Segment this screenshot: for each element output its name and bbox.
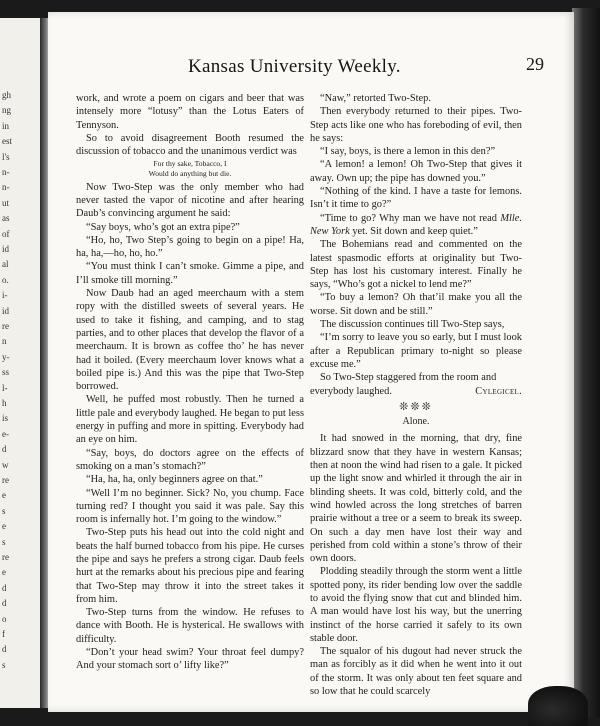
verse-line: For thy sake, Tobacco, I	[153, 159, 227, 169]
paragraph: The discussion continues till Two-Step says,	[320, 319, 505, 331]
facing-page-fragment: s	[2, 505, 6, 516]
paragraph: Well, he puffed most robustly. Then he turned a little pale and everybody laughed. He began to put less energy in puffing and more in spitting. Everybody had an eye on him.	[76, 394, 304, 446]
facing-page-fragment: re	[2, 475, 9, 485]
facing-page-fragment: in	[2, 120, 10, 131]
page-number: 29	[526, 54, 544, 74]
paragraph: “I’m sorry to leave you so early, but I must look after a Republican primary to-night so please excuse me.”	[310, 332, 522, 370]
paragraph: “Nothing of the kind. I have a taste for lemons. Isn’t it time to go?”	[310, 186, 522, 211]
facing-page-fragment: n-	[2, 182, 10, 193]
paragraph: Now Daub had an aged meerchaum with a stem ropy with the distilled sweets of several years. He used to take it fishing, and camping, and to stag parties, and to other places that develop the flavor of a meerchaum. It is brown as coffee tho’ he has never had it boiled. (Every meerchaum lover knows what a boiled pipe is.) And this was the pipe that Two-Step borrowed.	[76, 288, 304, 393]
facing-page-fragment: is	[2, 413, 9, 424]
facing-page-fragment: l's	[2, 151, 10, 162]
facing-page-fragment: d	[2, 582, 7, 593]
facing-page-fragment: l-	[2, 382, 8, 393]
paragraph: “Ha, ha, ha, only beginners agree on that.”	[86, 474, 263, 486]
facing-page-fragment: of	[2, 228, 10, 239]
facing-page-fragment: w	[2, 459, 9, 470]
facing-page-fragment: as	[2, 213, 10, 224]
facing-page-fragment: re	[2, 321, 9, 331]
facing-page-fragment: n	[2, 336, 7, 347]
facing-page-fragment: d	[2, 644, 7, 655]
book-page	[48, 12, 574, 712]
facing-page-edge	[0, 18, 42, 708]
paragraph: “To buy a lemon? Oh that’il make you all the worse. Sit down and be still.”	[310, 292, 522, 317]
paragraph: Now Two-Step was the only member who had never tasted the vapor of nicotine and after hearing Daub’s convincing argument he said:	[76, 181, 304, 220]
page-header	[48, 56, 574, 86]
paragraph: Two-Step turns from the window. He refuses to dance with Booth. He is hysterical. He swallows with difficulty.	[76, 607, 304, 645]
facing-page-fragment: id	[2, 305, 10, 316]
verse-quote	[76, 159, 304, 178]
paragraph: Plodding steadily through the storm went a little spotted pony, its rider bending low over the saddle to avoid the flying snow that cut and blinded him. A man would have lost his way, but the unerring instinct of the horse carried it safely to its own stable door.	[310, 566, 522, 644]
paragraph: It had snowed in the morning, that dry, fine blizzard snow that they have in western Kansas; then at noon the wind had risen to a gale. It picked up the light snow and whirled it through the air in blinding sheets. It was cold, bitterly cold, and the wind howled across the long stretches of barren prairie without a tree or a seem to break its sweep. On such a day men have lost their way and perished from cold within a stone’s throw of their own doors.	[310, 433, 522, 565]
facing-page-fragment: i-	[2, 290, 8, 301]
paragraph: “Say, boys, do doctors agree on the effects of smoking on a man’s stomach?”	[76, 447, 304, 472]
facing-page-fragment: ss	[2, 367, 10, 378]
running-title: Kansas University Weekly.	[188, 56, 401, 77]
facing-page-fragment: e	[2, 567, 6, 578]
paragraph: “A lemon! a lemon! Oh Two-Step that gives it away. Own up; the pipe has downed you.”	[310, 159, 522, 184]
facing-page-fragment: al	[2, 259, 9, 270]
facing-page-fragment: gh	[2, 90, 11, 100]
facing-page-fragment: y-	[2, 351, 10, 362]
section-divider: ❊❊❊	[399, 400, 433, 413]
paragraph	[310, 212, 522, 239]
facing-page-fragment: re	[2, 552, 9, 562]
facing-page-fragment: ut	[2, 197, 10, 208]
facing-page-fragment: n-	[2, 167, 10, 177]
facing-page-fragment: e	[2, 490, 6, 501]
paragraph: “Don’t your head swim? Your throat feel dumpy? And your stomach sort o’ lifty like?”	[76, 647, 304, 672]
italic-title: Mlle. New York	[310, 212, 522, 237]
paragraph: work, and wrote a poem on cigars and beer that was intensely more “lotusy” than the Lotus Eaters of Tennyson.	[76, 93, 304, 131]
paragraph: So Two-Step staggered from the room and	[320, 372, 497, 384]
facing-page-fragment: o	[2, 613, 7, 624]
signature-line	[310, 385, 522, 398]
facing-page-fragment: est	[2, 136, 12, 147]
right-column	[310, 92, 522, 698]
verse-line: Would do anything but die.	[148, 169, 232, 179]
text-run: everybody laughed.	[310, 385, 392, 397]
paragraph: The squalor of his dugout had never struck the man as forcibly as it did when he went into it out of the storm. It was only about ten feet square and so low that he could scarcely	[310, 646, 522, 698]
facing-page-fragment: id	[2, 244, 10, 254]
book-edge	[572, 8, 600, 717]
author-signature: Cylegicel.	[475, 385, 522, 397]
thumb-shadow	[528, 686, 588, 726]
facing-page-fragment: f	[2, 629, 5, 639]
paragraph: “Naw,” retorted Two-Step.	[320, 93, 431, 104]
paragraph: “Well I’m no beginner. Sick? No, you chump. Face turning red? I thought you said it was pale. Say this room is infernally hot. I’m going to the window.”	[76, 487, 304, 526]
text-run: “Time to go? Why man we have not read	[320, 212, 501, 224]
facing-page-fragment: e-	[2, 428, 9, 439]
paragraph: “Ho, ho, Two Step’s going to begin on a pipe! Ha, ha, ha,—ho, ho, ho.”	[76, 234, 304, 260]
section-title: Alone.	[402, 416, 430, 428]
facing-page-fragment: s	[2, 536, 6, 547]
paragraph: So to avoid disagreement Booth resumed the discussion of tobacco and the unanimous verdict was	[76, 132, 304, 158]
text-run: yet. Sit down and keep quiet.”	[349, 225, 478, 237]
facing-page-fragment: o.	[2, 274, 9, 285]
facing-page-fragment: ng	[2, 105, 11, 116]
facing-page-fragment: h	[2, 398, 7, 408]
left-column	[76, 92, 304, 673]
paragraph: “You must think I can’t smoke. Gimme a pipe, and I’ll smoke till morning.”	[76, 261, 304, 286]
facing-page-fragment: e	[2, 521, 6, 532]
paragraph: The Bohemians read and commented on the latest spasmodic efforts at originality but Two-Step has lost his customary interest. Finally he says, “Who’s got a nickel to lend me?”	[310, 239, 522, 291]
facing-page-fragment: d	[2, 598, 7, 609]
facing-page-fragment: s	[2, 659, 6, 670]
facing-page-fragment: d	[2, 444, 7, 455]
paragraph: “I say, boys, is there a lemon in this den?”	[320, 146, 496, 158]
paragraph: Two-Step puts his head out into the cold night and beats the half burned tobacco from his pipe. He curses the pipe and says he prefers a strong cigar. Daub feels hurt at the remarks about his precious pipe and fearing that Two-Step may throw it into the street takes it from him.	[76, 527, 304, 605]
paragraph: “Say boys, who’s got an extra pipe?”	[86, 221, 240, 233]
paragraph: Then everybody returned to their pipes. Two-Step acts like one who has foreboding of evil, then he says:	[310, 106, 522, 144]
